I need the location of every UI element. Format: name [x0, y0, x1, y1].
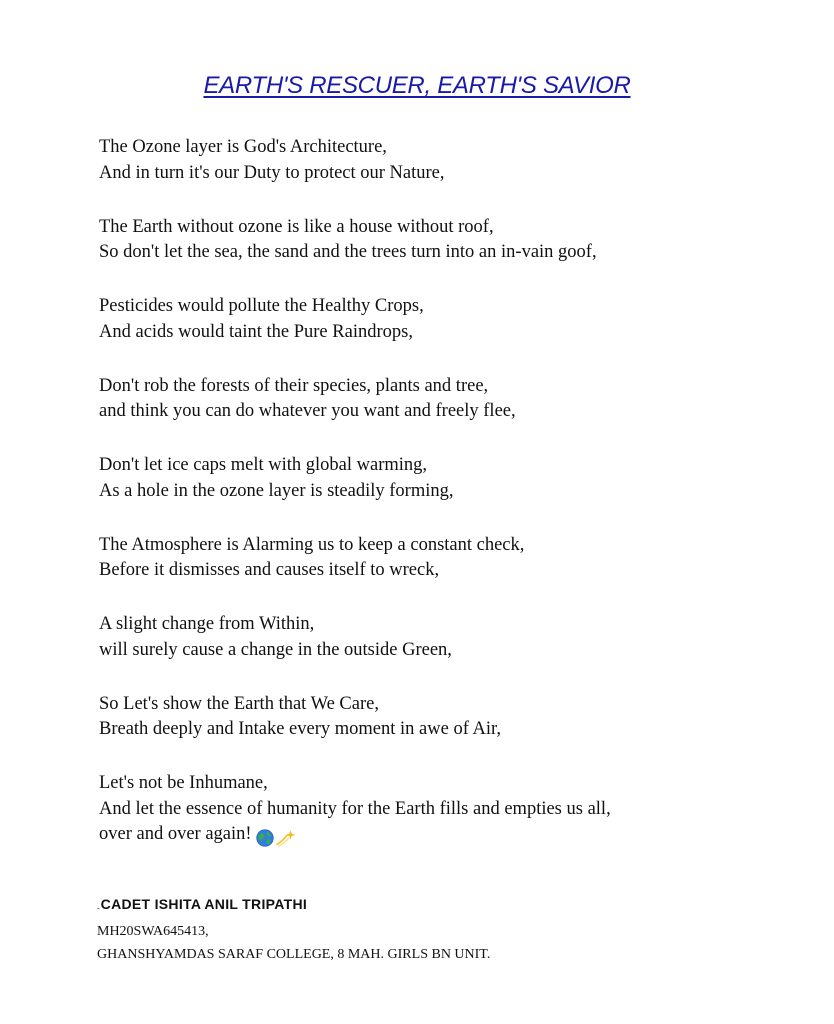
signature-name: CADET ISHITA ANIL TRIPATHI [100, 896, 308, 912]
poem-line: will surely cause a change in the outside Green, [99, 639, 452, 660]
poem-body [99, 135, 819, 879]
poem-line: The Earth without ozone is like a house without roof, [99, 216, 494, 237]
stanza [99, 612, 819, 663]
poem-last-line [99, 822, 819, 851]
stanza [99, 692, 819, 743]
poem-line: And let the essence of humanity for the Earth fills and empties us all, [99, 798, 611, 819]
poem-line: Let's not be Inhumane, [99, 773, 268, 793]
poem-line: Before it dismisses and causes itself to wreck, [99, 560, 440, 580]
poem-line-text: over and over again! [99, 824, 252, 844]
stanza [99, 135, 819, 186]
poem-line: The Atmosphere is Alarming us to keep a constant check, [99, 534, 525, 555]
globe-icon [256, 829, 274, 847]
poem-line: As a hole in the ozone layer is steadily forming, [99, 480, 454, 501]
poem-line: And acids would taint the Pure Raindrops, [99, 321, 413, 342]
signature-id: MH20SWA645413, [97, 924, 209, 939]
signature-college: GHANSHYAMDAS SARAF COLLEGE, 8 MAH. GIRLS BN UNIT. [97, 947, 491, 962]
poem-line: Breath deeply and Intake every moment in awe of Air, [99, 719, 502, 739]
stanza [99, 294, 819, 345]
poem-line: Don't rob the forests of their species, plants and tree, [99, 375, 489, 396]
poem-title: EARTH'S RESCUER, EARTH'S SAVIOR [203, 72, 631, 99]
stanza [99, 374, 819, 425]
poem-line: And in turn it's our Duty to protect our Nature, [99, 162, 445, 183]
sparkle-icon [275, 829, 297, 847]
poem-line: So don't let the sea, the sand and the trees turn into an in-vain goof, [99, 242, 597, 262]
stanza [99, 771, 819, 851]
poem-line: A slight change from Within, [99, 614, 315, 634]
poem-line: and think you can do whatever you want and freely flee, [99, 401, 516, 421]
signature-name-line [97, 893, 490, 920]
signature-dash: - [97, 904, 100, 913]
stanza [99, 533, 819, 584]
stanza [99, 215, 819, 266]
poem-line: So Let's show the Earth that We Care, [99, 693, 379, 714]
poem-line: Don't let ice caps melt with global warming, [99, 455, 428, 475]
emoji-group [256, 825, 297, 851]
poem-line: Pesticides would pollute the Healthy Crops, [99, 296, 424, 316]
signature-block [97, 893, 490, 966]
poem-line: The Ozone layer is God's Architecture, [99, 137, 387, 157]
stanza [99, 453, 819, 504]
